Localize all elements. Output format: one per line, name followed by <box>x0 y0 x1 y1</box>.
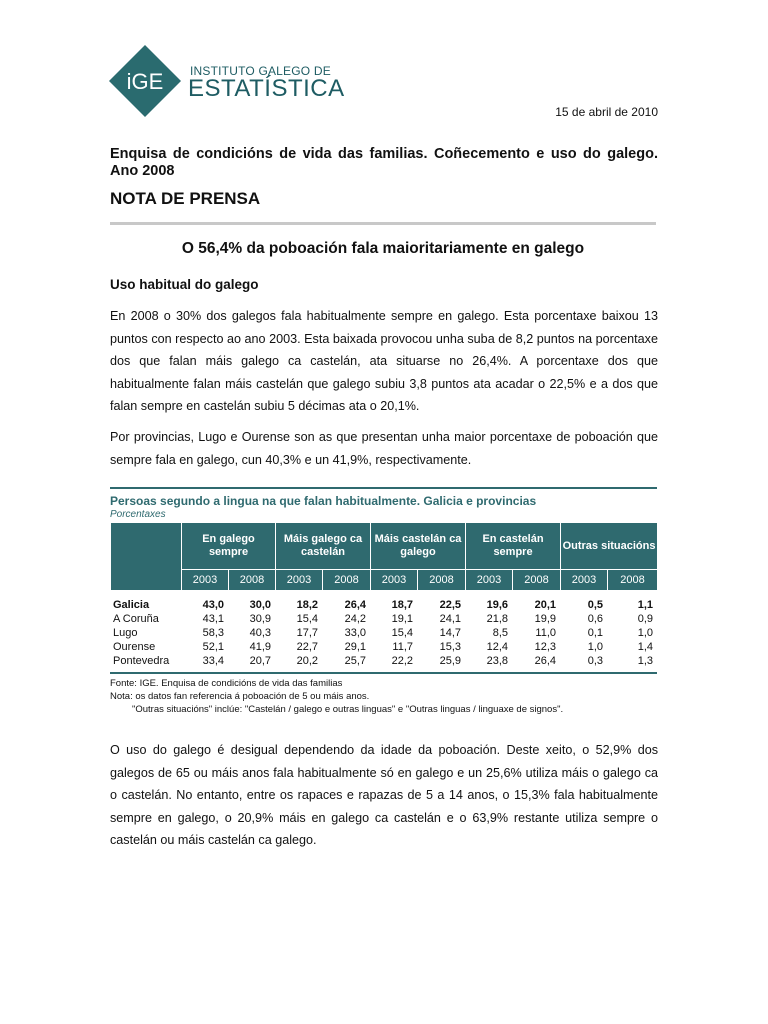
table-cell: 12,4 <box>486 641 509 653</box>
table-cell: 18,7 <box>391 599 414 611</box>
logo-line2: ESTATÍSTICA <box>188 75 345 102</box>
table-note: Nota: os datos fan referencia á poboación de 5 ou máis anos. <box>110 691 370 702</box>
table-row <box>110 626 657 640</box>
table-cell: 15,3 <box>439 641 462 653</box>
section-heading: Uso habitual do galego <box>110 277 259 292</box>
headline: O 56,4% da poboación fala maioritariamente en galego <box>181 240 585 257</box>
table-cell: 0,6 <box>587 613 604 625</box>
row-label: A Coruña <box>113 613 159 625</box>
table-cell: 33,0 <box>344 627 367 639</box>
header-outras: Outras situacións <box>560 523 657 569</box>
header-en-galego: En galego sempre <box>181 523 275 569</box>
table-cell: 19,1 <box>391 613 414 625</box>
row-label: Ourense <box>113 641 156 653</box>
divider <box>110 222 656 225</box>
table-cell: 0,3 <box>587 655 604 667</box>
table-cell: 1,4 <box>637 641 654 653</box>
table-note-other: "Outras situacións" inclúe: "Castelán / galego e outras linguas" e "Outras linguas / linguaxe de signos". <box>132 704 564 715</box>
table-cell: 33,4 <box>202 655 224 667</box>
table-cell: 21,8 <box>486 613 509 625</box>
paragraph-2: Por provincias, Lugo e Ourense son as que presentan unha maior porcentaxe de poboación que sempre fala en galego, cun 40,3% e un 41,9%, respectivamente. <box>110 430 658 467</box>
row-label: Galicia <box>113 599 150 611</box>
table-cell: 22,7 <box>296 641 319 653</box>
table-row <box>110 598 657 612</box>
year-header: 2008 <box>512 569 560 590</box>
table-cell: 18,2 <box>296 599 319 611</box>
year-header: 2003 <box>370 569 417 590</box>
table-row <box>110 654 657 668</box>
table-cell: 40,3 <box>249 627 272 639</box>
table-cell: 43,1 <box>202 613 224 625</box>
table-cell: 30,0 <box>249 599 272 611</box>
language-table <box>110 487 657 716</box>
table-cell: 41,9 <box>249 641 272 653</box>
table-subtitle: Porcentaxes <box>110 509 166 520</box>
table-cell: 1,3 <box>637 655 654 667</box>
ige-diamond-icon <box>108 44 182 118</box>
table-cell: 25,9 <box>439 655 462 667</box>
year-header: 2003 <box>560 569 607 590</box>
year-header: 2003 <box>465 569 512 590</box>
table-cell: 20,7 <box>249 655 272 667</box>
press-note-label: NOTA DE PRENSA <box>110 189 261 208</box>
year-header: 2008 <box>228 569 275 590</box>
table-cell: 15,4 <box>391 627 414 639</box>
table-bottom-rule <box>110 672 657 674</box>
header-mais-galego: Máis galego ca castelán <box>275 523 370 569</box>
paragraph-3: O uso do galego é desigual dependendo da idade da poboación. Deste xeito, o 52,9% dos galegos de 65 ou máis anos fala habitualmente só en galego e un 25,6% utiliza máis o galego ca o castelán. No entanto, entre os rapaces e rapazas de 5 a 14 anos, o 15,3% fala habitualmente sempre en galego, o 20,9% máis en galego ca castelán e o 63,9% restante utiliza sempre o castelán ou máis castelán ca galego. <box>110 743 658 847</box>
table-cell: 0,5 <box>587 599 604 611</box>
table-cell: 15,4 <box>296 613 319 625</box>
table-cell: 43,0 <box>202 599 224 611</box>
table-cell: 24,1 <box>439 613 462 625</box>
document-title: Enquisa de condicións de vida das familias. Coñecemento e uso do galego. Ano 2008 <box>110 146 658 179</box>
table-source: Fonte: IGE. Enquisa de condicións de vida das familias <box>110 678 343 689</box>
table-cell: 11,0 <box>535 627 557 639</box>
year-header: 2008 <box>607 569 657 590</box>
table-cell: 26,4 <box>534 655 557 667</box>
table-cell: 12,3 <box>534 641 557 653</box>
table-cell: 0,1 <box>587 627 604 639</box>
header-en-castelan: En castelán sempre <box>465 523 560 569</box>
table-cell: 19,6 <box>486 599 509 611</box>
table-cell: 30,9 <box>249 613 272 625</box>
table-cell: 22,5 <box>439 599 462 611</box>
paragraph-1: En 2008 o 30% dos galegos fala habitualmente sempre en galego. Esta porcentaxe baixou 13 puntos con respecto ao ano 2003. Esta baixada provocou unha suba de 8,2 puntos na porcentaxe dos que falan máis galego ca castelán, ata situarse no 26,4%. A porcentaxe dos que habitualmente falan máis castelán que galego subiu 3,8 puntos ata acadar o 22,5% e a dos que falan sempre en castelán subiu 5 décimas ata o 20,1%. <box>110 309 658 413</box>
table-cell: 8,5 <box>492 627 509 639</box>
table-cell: 23,8 <box>486 655 509 667</box>
table-cell: 20,1 <box>534 599 557 611</box>
table-cell: 1,0 <box>637 627 654 639</box>
table-cell: 52,1 <box>202 641 224 653</box>
table-cell: 19,9 <box>534 613 557 625</box>
table-cell: 22,2 <box>391 655 414 667</box>
table-top-rule <box>110 487 657 489</box>
table-cell: 24,2 <box>344 613 367 625</box>
table-row <box>110 640 657 654</box>
table-cell: 17,7 <box>296 627 319 639</box>
table-cell: 0,9 <box>637 613 654 625</box>
year-header: 2008 <box>417 569 465 590</box>
table-cell: 29,1 <box>344 641 367 653</box>
table-cell: 25,7 <box>344 655 367 667</box>
header-mais-castelan: Máis castelán ca galego <box>370 523 465 569</box>
row-label: Pontevedra <box>113 655 170 667</box>
row-label: Lugo <box>113 627 138 639</box>
table-cell: 20,2 <box>296 655 319 667</box>
table-cell: 1,0 <box>587 641 604 653</box>
table-row <box>110 612 657 626</box>
data-table <box>110 523 657 668</box>
table-title: Persoas segundo a lingua na que falan habitualmente. Galicia e provincias <box>110 494 537 508</box>
ige-logo <box>108 44 345 118</box>
table-cell: 11,7 <box>392 641 414 653</box>
press-date: 15 de abril de 2010 <box>555 105 658 119</box>
logo-mark: iGE <box>126 69 164 94</box>
year-header: 2003 <box>275 569 322 590</box>
logo-line1: INSTITUTO GALEGO DE <box>190 64 331 78</box>
table-notes <box>110 677 657 716</box>
table-cell: 58,3 <box>202 627 224 639</box>
header-corner <box>110 523 181 590</box>
year-header: 2003 <box>181 569 228 590</box>
year-header: 2008 <box>322 569 370 590</box>
table-cell: 14,7 <box>439 627 462 639</box>
table-cell: 26,4 <box>344 599 367 611</box>
table-cell: 1,1 <box>637 599 654 611</box>
